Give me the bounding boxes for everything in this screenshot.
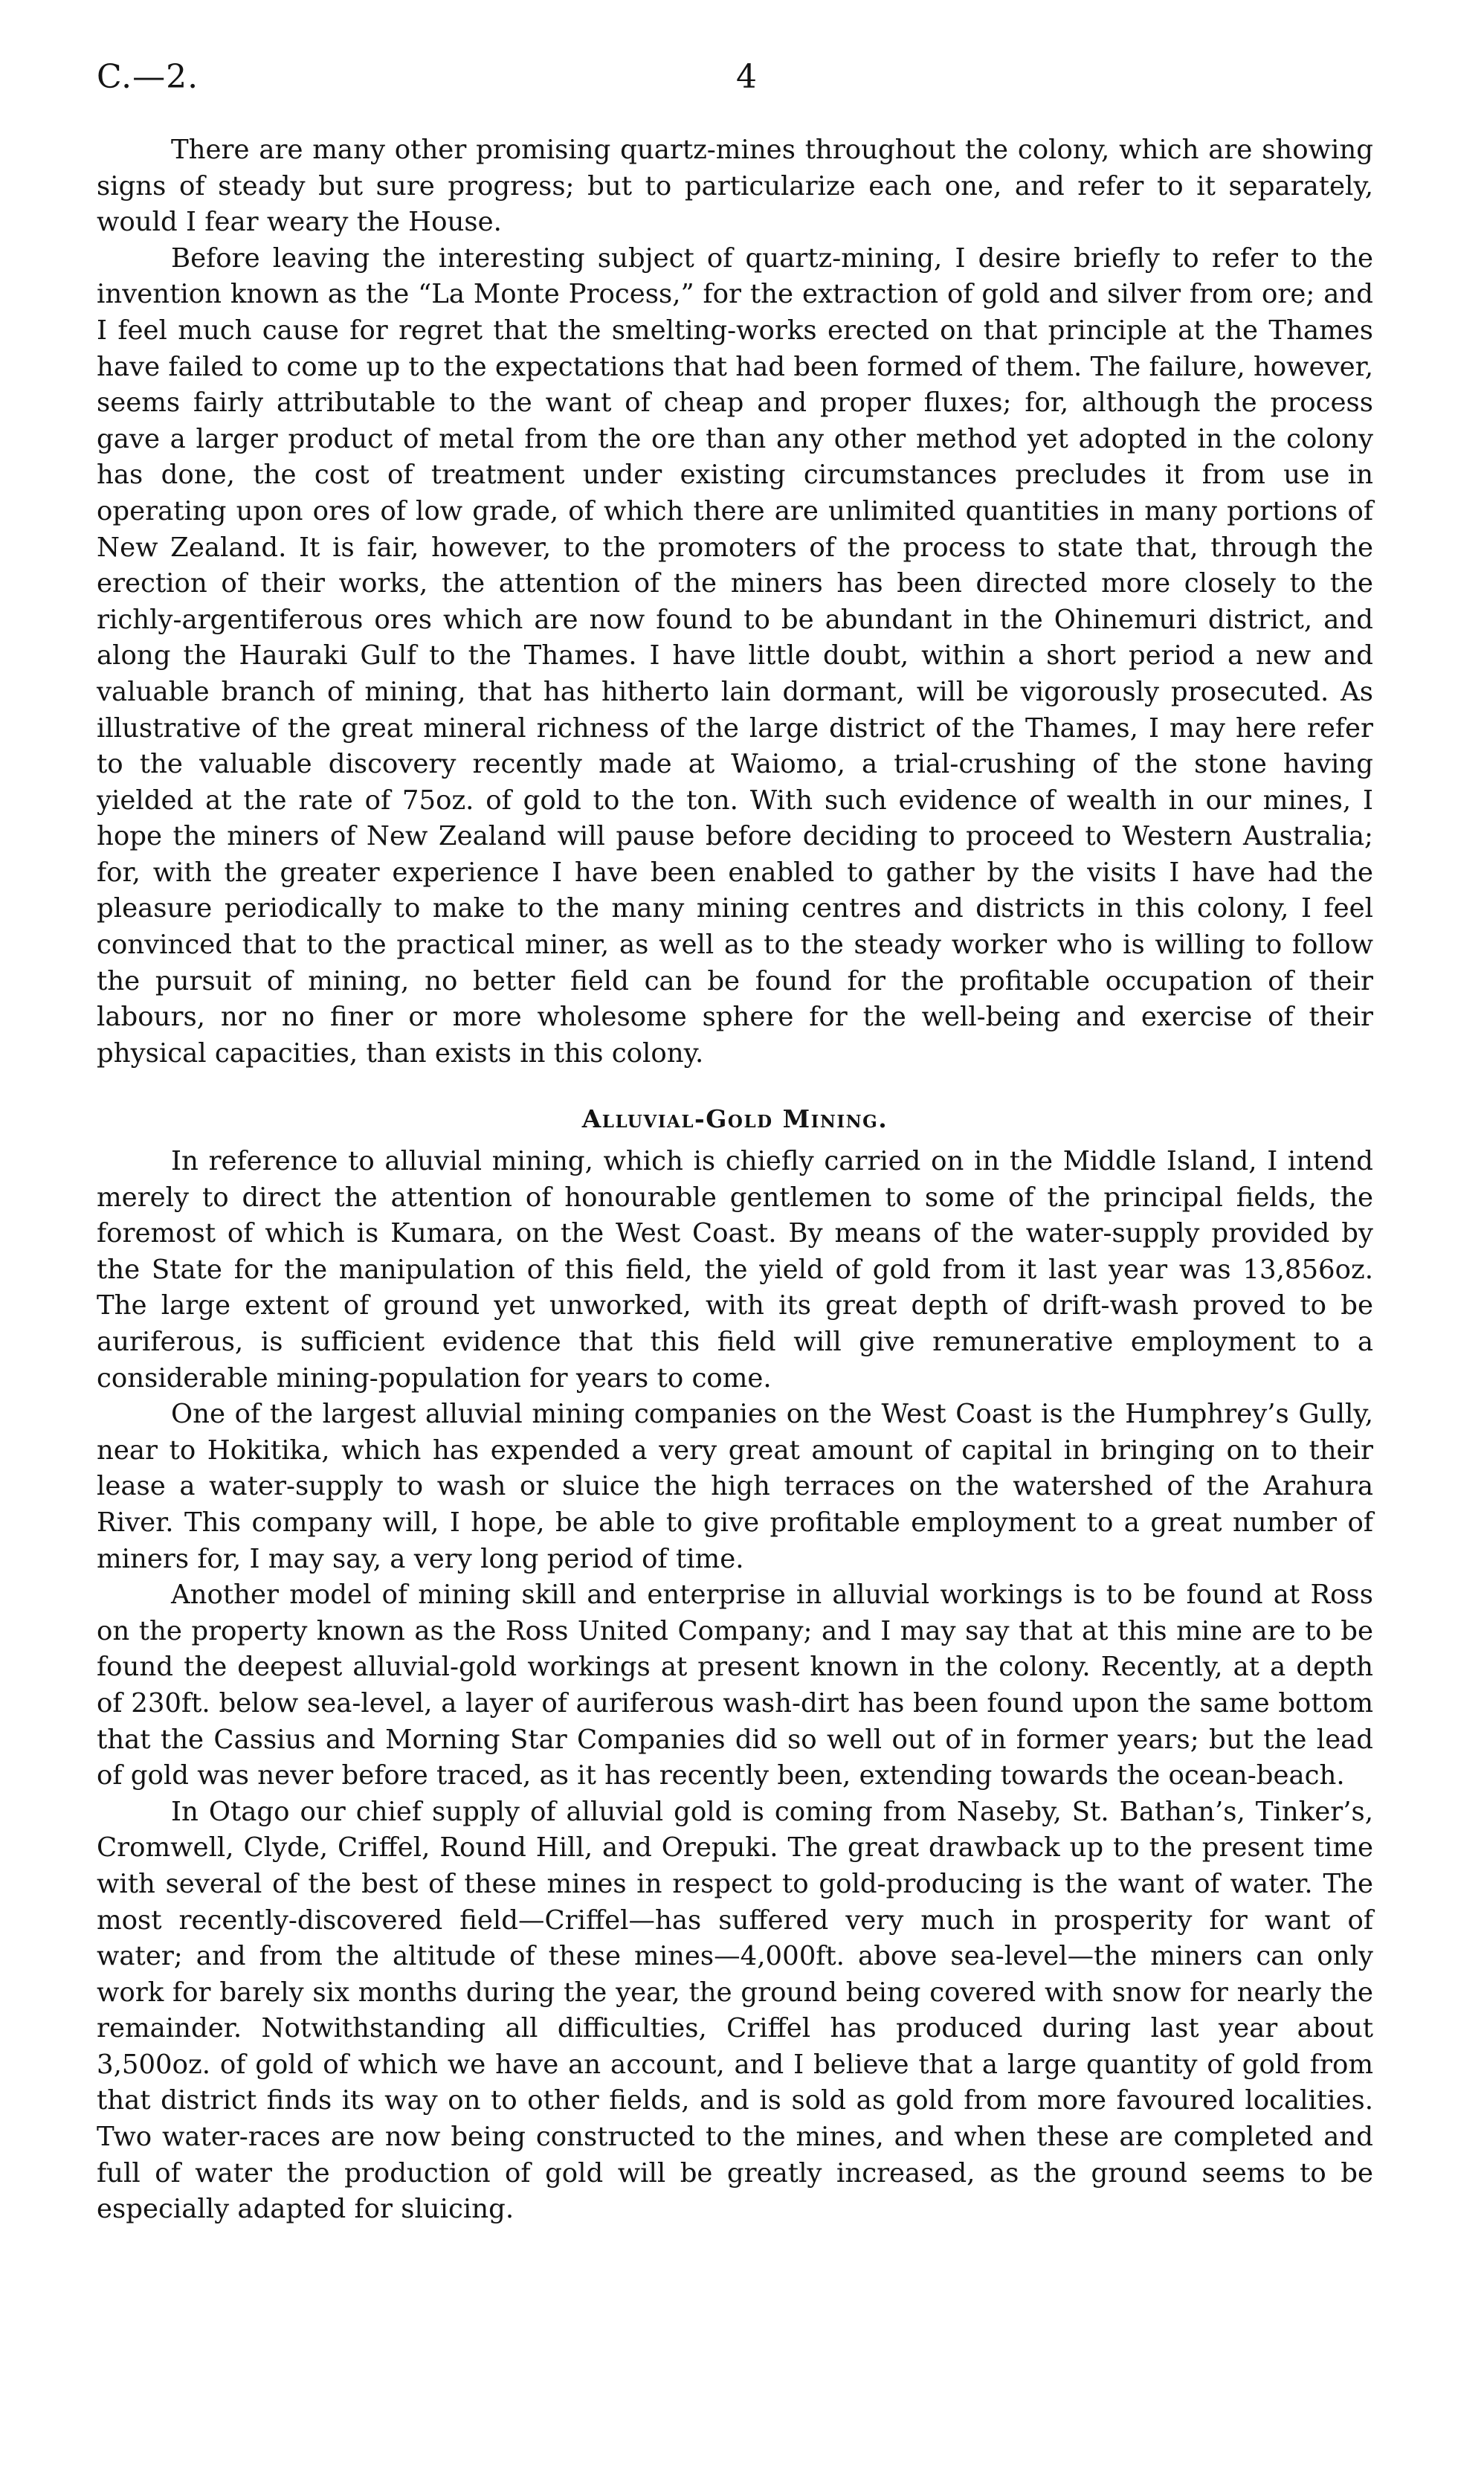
paragraph-kumara: In reference to alluvial mining, which is chiefly carried on in the Middle Island, I intend merely to direct the attention of honourable gentlemen to some of the principal fields, the foremost of which is Kumara, on the West Coast. By means of the water-supply provided by the State for the manipulation of this field, the yield of gold from it last year was 13,856oz. The large extent of ground yet unworked, with its great depth of drift-wash proved to be auriferous, is sufficient evidence that this field will give remunerative employment to a considerable mining-population for years to come. — [97, 1146, 1373, 1394]
body-text — [97, 132, 1373, 2228]
paragraph-quartz-mines: There are many other promising quartz-mines throughout the colony, which are showing signs of steady but sure progress; but to particularize each one, and refer to it separately, would I fear weary the House. — [97, 135, 1373, 238]
paragraph-ross-united: Another model of mining skill and enterprise in alluvial workings is to be found at Ross on the property known as the Ross United Company; and I may say that at this mine are to be found the deepest alluvial-gold workings at present known in the colony. Recently, at a depth of 230ft. below sea-level, a layer of auriferous wash-dirt has been found upon the same bottom that the Cassius and Morning Star Companies did so well out of in former years; but the lead of gold was never before traced, as it has recently been, extending towards the ocean-beach. — [97, 1579, 1373, 1791]
paragraph-otago: In Otago our chief supply of alluvial gold is coming from Naseby, St. Bathan’s, Tinker’s, Cromwell, Clyde, Criffel, Round Hill, and Orepuki. The great drawback up to the present time with several of the best of these mines in respect to gold-producing is the want of water. The most recently-discovered field—Criffel—has suffered very much in prosperity for want of water; and from the altitude of these mines—4,000ft. above sea-level—the miners can only work for barely six months during the year, the ground being covered with snow for nearly the remainder. Notwithstanding all difficulties, Criffel has produced during last year about 3,500oz. of gold of which we have an account, and I believe that a large quantity of gold from that district finds its way on to other fields, and is sold as gold from more favoured localities. Two water-races are now being constructed to the mines, and when these are completed and full of water the production of gold will be greatly increased, as the ground seems to be especially adapted for sluicing. — [97, 1796, 1373, 2225]
document-reference: C.—2. — [97, 58, 199, 96]
paragraph-humphreys-gully: One of the largest alluvial mining companies on the West Coast is the Humphrey’s Gully, near to Hokitika, which has expended a very great amount of capital in bringing on to their lease a water-supply to wash or sluice the high terraces on the watershed of the Arahura River. This company will, I hope, be able to give profitable employment to a great number of miners for, I may say, a very long period of time. — [97, 1399, 1373, 1574]
paragraph-la-monte-process: Before leaving the interesting subject of quartz-mining, I desire briefly to refer to the invention known as the “La Monte Process,” for the extraction of gold and silver from ore; and I feel much cause for regret that the smelting-works erected on that principle at the Thames have failed to come up to the expectations that had been formed of them. The failure, however, seems fairly attributable to the want of cheap and proper fluxes; for, although the process gave a larger product of metal from the ore than any other method yet adopted in the colony has done, the cost of treatment under existing circumstances precludes it from use in operating upon ores of low grade, of which there are unlimited quantities in many portions of New Zealand. It is fair, however, to the promoters of the process to state that, through the erection of their works, the attention of the miners has been directed more closely to the richly-argentiferous ores which are now found to be abundant in the Ohinemuri district, and along the Hauraki Gulf to the Thames. I have little doubt, within a short period a new and valuable branch of mining, that has hitherto lain dormant, will be vigorously prosecuted. As illustrative of the great mineral richness of the large district of the Thames, I may here refer to the valuable discovery recently made at Waiomo, a trial-crushing of the stone having yielded at the rate of 75oz. of gold to the ton. With such evidence of wealth in our mines, I hope the miners of New Zealand will pause before deciding to proceed to Western Australia; for, with the greater experience I have been enabled to gather by the visits I have had the pleasure periodically to make to the many mining centres and districts in this colony, I feel convinced that to the practical miner, as well as to the steady worker who is willing to follow the pursuit of mining, no better field can be found for the profitable occupation of their labours, nor no finer or more wholesome sphere for the well-being and exercise of their physical capacities, than exists in this colony. — [97, 242, 1373, 1069]
page-number: 4 — [736, 58, 757, 96]
section-heading-alluvial-gold-mining: Alluvial-Gold Mining. — [581, 1104, 888, 1134]
